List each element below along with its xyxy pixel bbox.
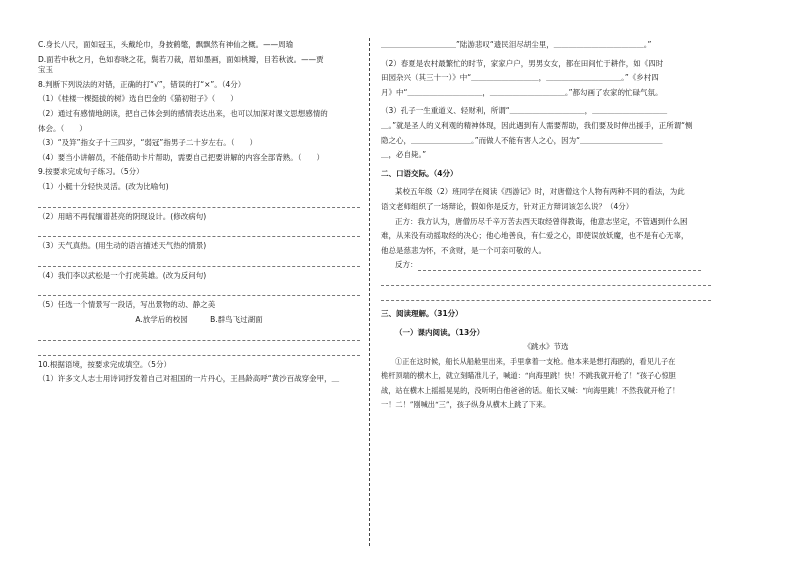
- question-9-item-4: （4）我们李以武松是一个打虎英雄。(改为反问句): [38, 270, 207, 280]
- con-side-answer-line[interactable]: [418, 261, 702, 271]
- option-d-line-cont: 宝玉: [38, 65, 53, 75]
- question-10-item-2: （2）春夏是农村最繁忙的时节，家家户户，男男女女，都在田间忙于耕作，如《四时: [381, 58, 664, 68]
- pro-side-text-cont: 难，从来没有动摇取经的决心；他心地善良，有仁爱之心，即使误放妖魔，也不是有心无辜，: [381, 231, 689, 241]
- question-8-item-2-cont: 体会。（ ）: [38, 123, 87, 133]
- option-b: B.群鸟飞过湖面: [210, 314, 263, 324]
- answer-line[interactable]: [381, 290, 711, 301]
- question-10-item-2-cont: 田园杂兴（其三十一）》中“＿＿＿＿＿＿＿＿＿，＿＿＿＿＿＿＿＿＿＿。”《乡村四: [381, 73, 659, 83]
- question-9-item-5: （5）任选一个情景写一段话，写出景物的动、静之美: [38, 300, 216, 310]
- section-3-subtitle: （一）课内阅读。（13分）: [395, 327, 485, 337]
- question-10-item-3: （3）孔子一生重道义、轻财利，所谓“＿＿＿＿＿＿＿＿＿＿，＿＿＿＿＿＿＿＿＿＿: [381, 106, 668, 116]
- answer-line[interactable]: [381, 275, 711, 286]
- question-9-item-2: （2）用暗不再侃缅谱甚亮的阴现设计。(修改病句): [38, 211, 207, 221]
- question-8-item-4: （4）要当小讲解员，不能借助卡片帮助，需要自己把要讲解的内容全部背熟。（ ）: [38, 152, 325, 162]
- column-divider: [369, 38, 370, 546]
- question-10-item-2-end: 月》中“＿＿＿＿＿＿＿＿＿＿，＿＿＿＿＿＿＿＿＿＿。”都勾画了农家的忙碌气氛。: [381, 87, 663, 97]
- left-column: [38, 40, 360, 385]
- question-8-item-2: （2）通过有感情地朗读，把自己体会到的感情表达出来，也可以加深对课文思想感情的: [38, 108, 328, 118]
- question-10-item-3-cont2: 隐之心，＿＿＿＿＿＿＿＿。”而做人不能有害人之心，因为“＿＿＿＿＿＿＿＿＿＿＿: [381, 135, 663, 145]
- option-d-line: D.面若中秋之月，色如春晓之花，鬓若刀裁，眉如墨画，面如桃瓣，目若秋波。——贾: [38, 54, 324, 64]
- question-9-options: [38, 315, 360, 326]
- reading-paragraph-end: 一！二！”刚喊出“三”，孩子纵身从横木上跳了下来。: [381, 400, 551, 410]
- answer-line[interactable]: [38, 330, 360, 341]
- pro-side-text: 正方：我方认为，唐僧历尽千辛万苦去西天取经曾得教诲，他意志坚定，不管遇到什么困: [395, 216, 688, 226]
- reading-title: 《跳水》节选: [523, 342, 569, 352]
- answer-line[interactable]: [38, 345, 360, 356]
- reading-paragraph: ①正在这时候，船长从船舱里出来，手里拿着一支枪。他本来是想打海鸥的，看见儿子在: [395, 356, 676, 366]
- option-a: A.放学后的校园: [135, 314, 188, 324]
- question-8-title: 8.判断下列说法的对错，正确的打“√”，错误的打“×”。（4分）: [38, 79, 246, 89]
- section-2-title: 二、口语交际。（4分）: [381, 168, 458, 178]
- answer-line[interactable]: [38, 226, 360, 237]
- poem-fill-line: ＿＿＿＿＿＿＿＿＿＿”陆游悲叹“遗民泪尽胡尘里，＿＿＿＿＿＿＿＿＿＿＿＿。”: [381, 40, 652, 49]
- question-10-item-3-end: ＿，必自毙。”: [381, 150, 427, 160]
- answer-line[interactable]: [38, 256, 360, 267]
- debate-intro-cont: 语文老师组织了一场辩论，假如你是反方，针对正方辩词该怎么说？（4分）: [381, 201, 634, 211]
- right-column: [381, 40, 711, 411]
- question-9-item-1: （1）小艇十分轻快灵活。(改为比喻句): [38, 181, 169, 191]
- con-side-label: [381, 260, 711, 271]
- option-c-line: C.身长八尺，面如冠玉，头戴纶巾，身披鹤氅，飘飘然有神仙之概。——周瑜: [38, 40, 294, 49]
- section-3-title: 三、阅读理解。（31分）: [381, 308, 463, 318]
- question-9-item-3: （3）天气真热。(用生动的语言描述天气热的情景): [38, 241, 207, 251]
- question-10-title: 10.根据语境，按要求完成填空。（5分）: [38, 359, 171, 369]
- question-10-item-3-cont: ＿。”就是圣人的义利观的精神体现，因此遇到有人需要帮助，我们要及时伸出援手，正所谓“恻: [381, 120, 693, 130]
- pro-side-text-end: 他总是慈悲为怀，不贪财，是一个可亲可敬的人。: [381, 245, 546, 255]
- con-side-label-text: 反方：: [395, 260, 418, 270]
- reading-paragraph-cont: 桅杆顶端的横木上，就立刻瞄准儿子，喊道：“向海里跳！快！不跳我就开枪了！”孩子心惊胆: [381, 371, 676, 381]
- question-8-item-3: （3）“及笄”指女子十三四岁，“弱冠”指男子二十岁左右。（ ）: [38, 138, 258, 148]
- question-9-title: 9.按要求完成句子练习。（5分）: [38, 167, 144, 177]
- reading-paragraph-cont: 战，站在横木上摇摇晃晃的，没听明白他爸爸的话。船长又喊：“向海里跳！不然我就开枪了！: [381, 385, 680, 395]
- debate-intro: 某校五年级（2）班同学在阅读《西游记》时，对唐僧这个人物有两种不同的看法，为此: [395, 187, 685, 197]
- question-10-item-1: （1）许多文人志士用诗词抒发着自己对祖国的一片丹心，王昌龄高呼“黄沙百战穿金甲，＿: [38, 374, 340, 384]
- answer-line[interactable]: [38, 285, 360, 296]
- question-8-item-1: （1）《桂楼一棵挺拔的树》选自巴金的《猫初钳子》（ ）: [38, 94, 238, 104]
- answer-line[interactable]: [38, 197, 360, 208]
